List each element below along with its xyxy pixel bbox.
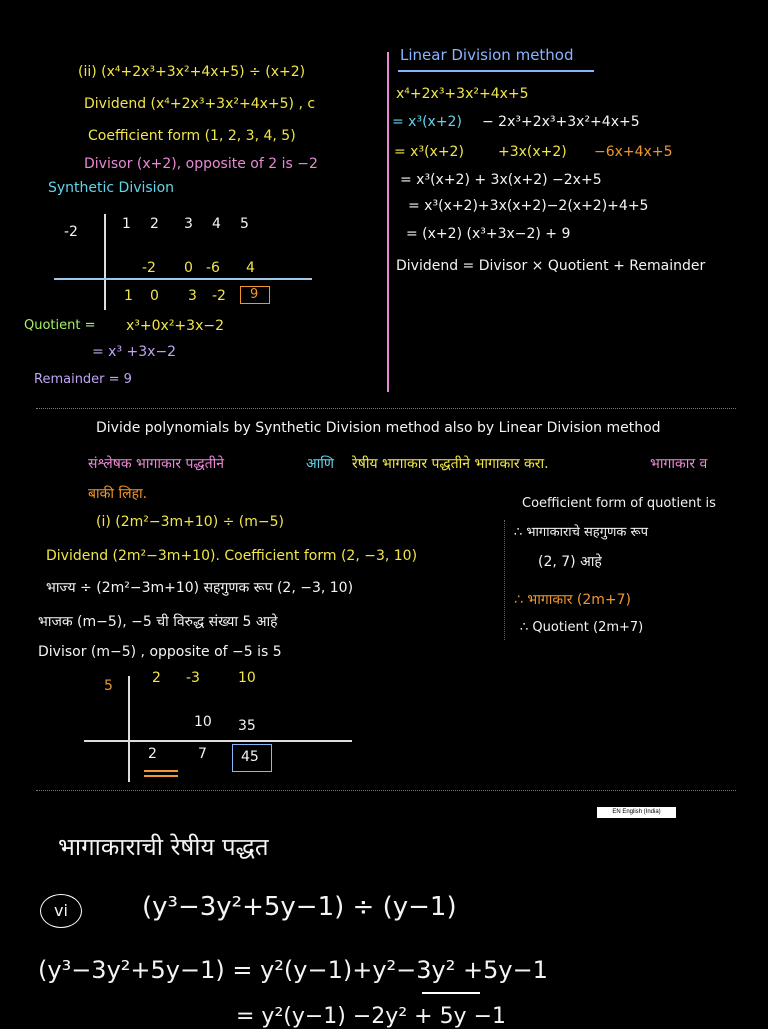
column-divider xyxy=(387,52,389,392)
coef-cell: -3 xyxy=(186,670,200,686)
remainder-box xyxy=(240,286,270,304)
instruction-text: Divide polynomials by Synthetic Division method also by Linear Division method xyxy=(96,420,661,436)
quotient-note-3: (2, 7) आहे xyxy=(538,554,602,570)
underline-mark xyxy=(144,775,178,777)
linear-line-2b: − 2x³+2x³+3x²+4x+5 xyxy=(482,114,640,130)
marathi-instruction-b: आणि xyxy=(306,456,335,472)
marathi-instruction-e: बाकी लिहा. xyxy=(88,486,148,502)
result-cell: 0 xyxy=(150,288,159,304)
result-cell: 7 xyxy=(198,746,207,762)
result-cell: 2 xyxy=(148,746,157,762)
marathi-instruction-a: संश्लेषक भागाकार पद्धतीने xyxy=(88,456,225,472)
problem-i: (i) (2m²−3m+10) ÷ (m−5) xyxy=(96,514,284,530)
coef-cell: 3 xyxy=(184,216,193,232)
quotient-label: Quotient = xyxy=(24,318,96,333)
linear-line-4: = x³(x+2) + 3x(x+2) −2x+5 xyxy=(400,172,602,188)
underline-mark xyxy=(144,770,178,772)
linear-method-heading: भागाकाराची रेषीय पद्धत xyxy=(58,833,269,861)
dotted-separator xyxy=(36,790,736,791)
coef-cell: 1 xyxy=(122,216,131,232)
coef-cell: 10 xyxy=(238,670,256,686)
quotient-note-2: ∴ भागाकाराचे सहगुणक रूप xyxy=(514,525,649,540)
quotient-note-1: Coefficient form of quotient is xyxy=(522,496,716,511)
linear-line-3a: = x³(x+2) xyxy=(394,144,464,160)
coefficient-form-line: Coefficient form (1, 2, 3, 4, 5) xyxy=(88,128,296,144)
quotient-note-5: ∴ Quotient (2m+7) xyxy=(520,620,644,635)
problem-number: vi xyxy=(54,901,68,920)
marathi-instruction-c: रेषीय भागाकार पद्धतीने भागाकार करा. xyxy=(352,456,549,472)
linear-division-title: Linear Division method xyxy=(400,46,574,64)
synthetic-division-title: Synthetic Division xyxy=(48,180,175,196)
linear-line-5: = x³(x+2)+3x(x+2)−2(x+2)+4+5 xyxy=(408,198,649,214)
product-cell: 35 xyxy=(238,718,256,734)
bottom-problem: (y³−3y²+5y−1) ÷ (y−1) xyxy=(142,892,457,922)
linear-line-3b: +3x(x+2) xyxy=(498,144,567,160)
linear-line-1: x⁴+2x³+3x²+4x+5 xyxy=(396,86,529,102)
result-cell: 3 xyxy=(188,288,197,304)
middle-column-divider xyxy=(504,520,506,640)
problem-number-circle xyxy=(40,894,82,928)
remainder-value: 9 xyxy=(250,287,259,302)
divisor-line: Divisor (x+2), opposite of 2 is −2 xyxy=(84,156,318,172)
middle-remainder-value: 45 xyxy=(241,749,259,765)
bottom-line-1: (y³−3y²+5y−1) = y²(y−1)+y²−3y² +5y−1 xyxy=(38,956,548,984)
coef-cell: 5 xyxy=(240,216,249,232)
product-cell: -2 xyxy=(142,260,156,276)
summary-line: Dividend = Divisor × Quotient + Remainder xyxy=(396,258,706,274)
middle-remainder-box xyxy=(232,744,272,772)
linear-line-6: = (x+2) (x³+3x−2) + 9 xyxy=(406,226,571,242)
remainder-label: Remainder = 9 xyxy=(34,372,132,387)
middle-divisor-line: Divisor (m−5) , opposite of −5 is 5 xyxy=(38,644,282,660)
coef-cell: 4 xyxy=(212,216,221,232)
synthetic-horizontal-line xyxy=(54,278,312,280)
bhajak-line: भाजक (m−5), −5 ची विरुद्ध संख्या 5 आहे xyxy=(38,614,278,630)
linear-line-3c: −6x+4x+5 xyxy=(594,144,673,160)
coef-cell: 2 xyxy=(150,216,159,232)
language-badge[interactable]: EN English (India) xyxy=(597,807,676,818)
quotient-expression: x³+0x²+3x−2 xyxy=(126,318,224,334)
product-cell: 10 xyxy=(194,714,212,730)
coef-cell: 2 xyxy=(152,670,161,686)
linear-line-2a: = x³(x+2) xyxy=(392,114,462,130)
middle-divisor-value: 5 xyxy=(104,678,113,694)
dotted-separator xyxy=(36,408,736,409)
middle-dividend-line: Dividend (2m²−3m+10). Coefficient form (2, −3, 10) xyxy=(46,548,418,564)
product-cell: 0 xyxy=(184,260,193,276)
quotient-simplified: = x³ +3x−2 xyxy=(92,344,177,360)
synthetic-vertical-line xyxy=(104,214,106,310)
result-cell: 1 xyxy=(124,288,133,304)
product-cell: -6 xyxy=(206,260,220,276)
result-cell: -2 xyxy=(212,288,226,304)
dividend-line: Dividend (x⁴+2x³+3x²+4x+5) , c xyxy=(84,96,316,112)
middle-horizontal-line xyxy=(84,740,352,742)
bottom-line-2: = y²(y−1) −2y² + 5y −1 xyxy=(236,1004,507,1029)
bhajya-line: भाज्य ÷ (2m²−3m+10) सहगुणक रूप (2, −3, 10) xyxy=(46,580,354,596)
problem-ii: (ii) (x⁴+2x³+3x²+4x+5) ÷ (x+2) xyxy=(78,64,306,80)
bottom-underline xyxy=(422,992,480,994)
middle-vertical-line xyxy=(128,676,130,782)
quotient-note-4: ∴ भागाकार (2m+7) xyxy=(514,592,631,608)
title-underline xyxy=(398,70,594,72)
synthetic-divisor-value: -2 xyxy=(64,224,78,240)
marathi-instruction-d: भागाकार व xyxy=(650,456,708,472)
product-cell: 4 xyxy=(246,260,255,276)
